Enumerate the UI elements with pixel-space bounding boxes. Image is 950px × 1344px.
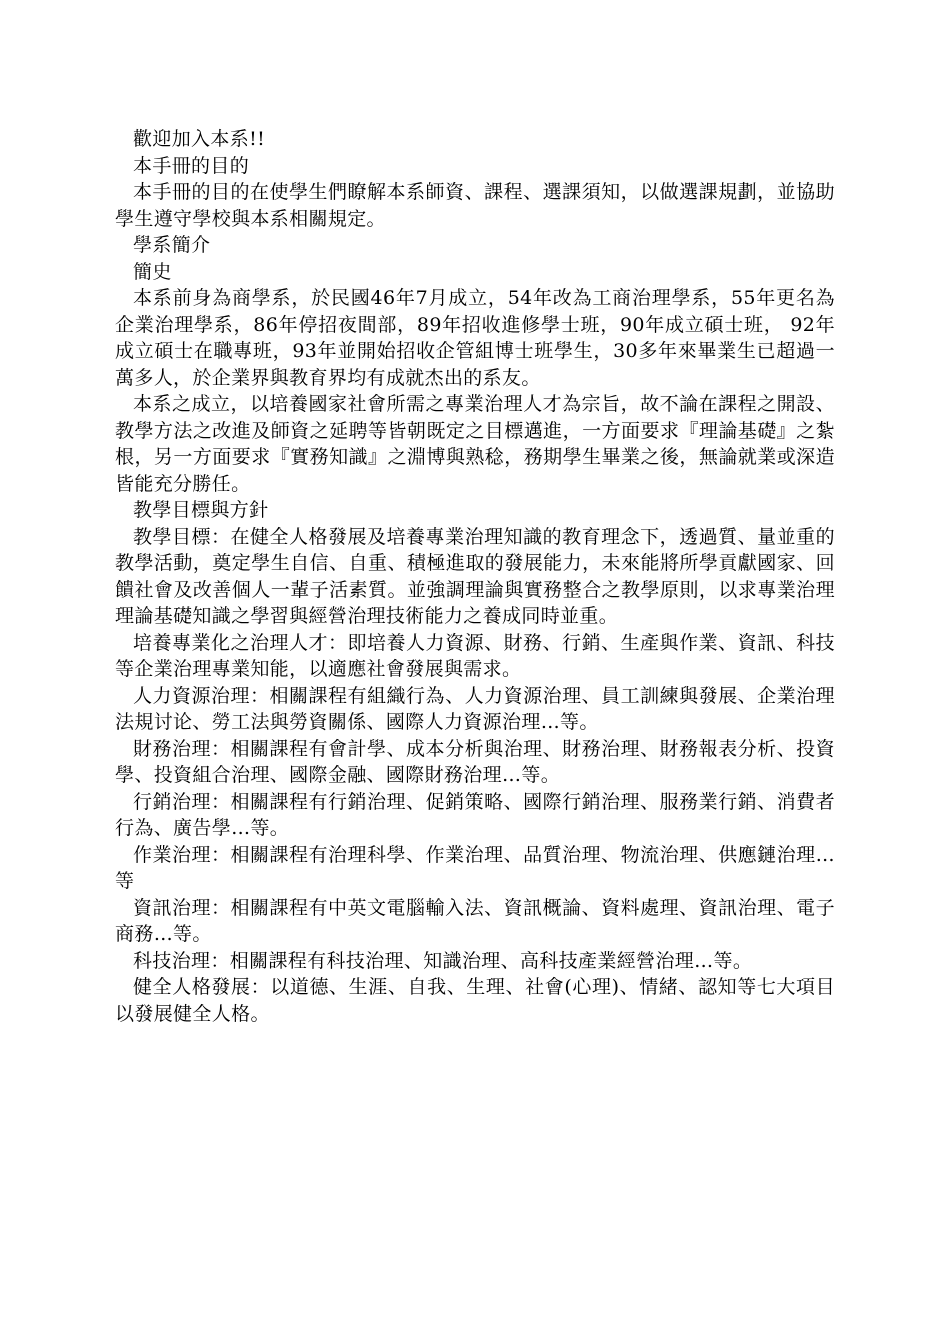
- finance-paragraph: 財務治理：相關課程有會計學、成本分析與治理、財務治理、財務報表分析、投資學、投資組合治理、國際金融、國際財務治理…等。: [115, 737, 835, 786]
- document-body: [115, 126, 835, 1027]
- goals-heading: 教學目標與方針: [133, 499, 269, 521]
- personality-paragraph: 健全人格發展：以道德、生涯、自我、生理、社會(心理)、情緒、認知等七大項目以發展健全人格。: [115, 976, 835, 1025]
- tech-paragraph: 科技治理：相關課程有科技治理、知識治理、高科技產業經營治理…等。: [133, 949, 753, 972]
- welcome-heading: 歡迎加入本系!!: [133, 128, 266, 150]
- marketing-paragraph: 行銷治理：相關課程有行銷治理、促銷策略、國際行銷治理、服務業行銷、消費者行為、廣告學…等。: [115, 790, 835, 839]
- history-paragraph: 本系前身為商學系，於民國46年7月成立，54年改為工商治理學系，55年更名為企業治理學系，86年停招夜間部，89年招收進修學士班，90年成立碩士班， 92年成立碩士在職專班，93年並開始招收企管組博士班學生，30多年來畢業生已超過一萬多人，於企業界與教育界均有成就杰出的系友。: [115, 287, 835, 389]
- intro-heading: 學系簡介: [133, 234, 211, 256]
- talent-paragraph: 培養專業化之治理人才：即培養人力資源、財務、行銷、生產與作業、資訊、科技等企業治理專業知能，以適應社會發展與需求。: [115, 631, 835, 680]
- operations-paragraph: 作業治理：相關課程有治理科學、作業治理、品質治理、物流治理、供應鏈治理…等: [115, 843, 835, 892]
- info-paragraph: 資訊治理：相關課程有中英文電腦輸入法、資訊概論、資料處理、資訊治理、電子商務…等。: [115, 896, 835, 945]
- history-heading: 簡史: [133, 260, 172, 283]
- purpose-paragraph: 本手冊的目的在使學生們瞭解本系師資、課程、選課須知，以做選課規劃，並協助學生遵守學校與本系相關規定。: [115, 181, 835, 230]
- founding-paragraph: 本系之成立，以培養國家社會所需之專業治理人才為宗旨，故不論在課程之開設、教學方法之改進及師資之延聘等皆朝既定之目標邁進，一方面要求『理論基礎』之紮根，另一方面要求『實務知識』之淵博與熟稔，務期學生畢業之後，無論就業或深造皆能充分勝任。: [115, 393, 835, 495]
- goals-paragraph: 教學目標：在健全人格發展及培養專業治理知識的教育理念下，透過質、量並重的教學活動，奠定學生自信、自重、積極進取的發展能力，未來能將所學貢獻國家、回饋社會及改善個人一輩子活素質。並強調理論與實務整合之教學原則，以求專業治理理論基礎知識之學習與經營治理技術能力之養成同時並重。: [115, 525, 835, 627]
- hr-paragraph: 人力資源治理：相關課程有組織行為、人力資源治理、員工訓練與發展、企業治理法規讨论、勞工法與勞資關係、國際人力資源治理…等。: [115, 684, 835, 733]
- purpose-heading: 本手冊的目的: [133, 154, 250, 177]
